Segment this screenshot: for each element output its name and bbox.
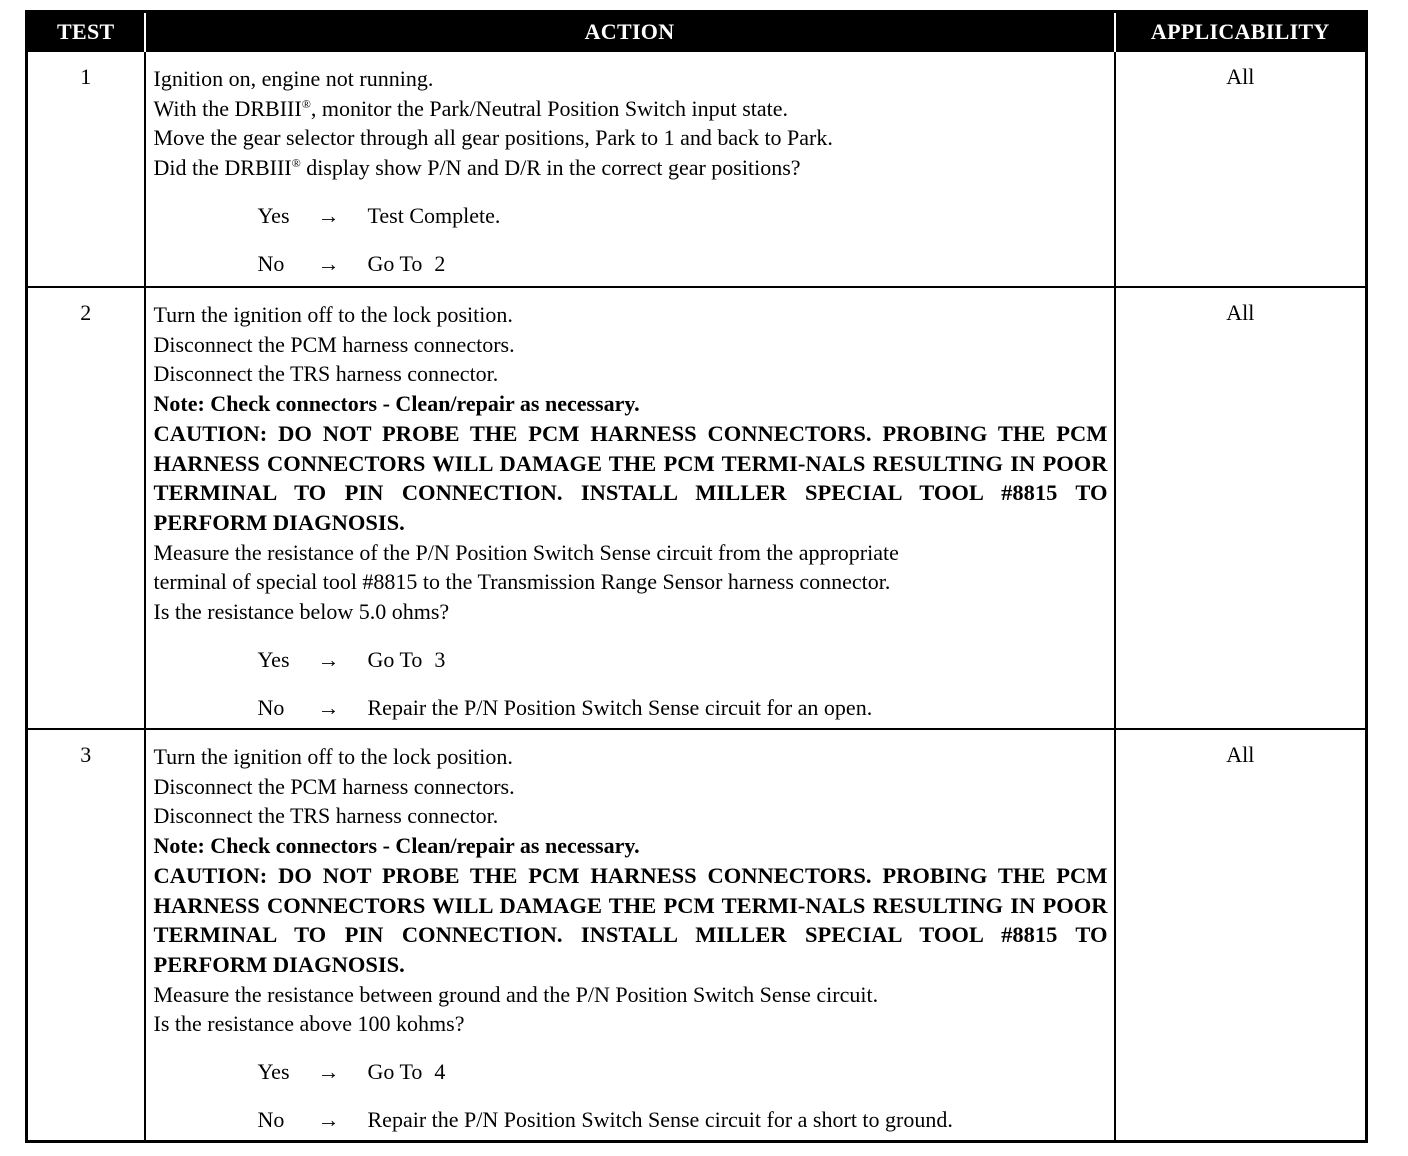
step-text: Did the DRBIII — [153, 155, 292, 181]
table-row-test-2 — [27, 287, 1367, 729]
note-line: Note: Check connectors - Clean/repair as necessary. — [153, 391, 640, 417]
test-number-cell — [27, 287, 145, 729]
step-line — [154, 94, 1108, 124]
goto-target: 2 — [434, 250, 446, 276]
arrow-icon: → — [317, 1107, 340, 1133]
test-number-cell — [27, 51, 145, 287]
applicability-cell — [1115, 729, 1367, 1142]
goto-label: Go To — [367, 646, 423, 672]
step-line: Disconnect the PCM harness connectors. — [153, 773, 515, 799]
table-row-test-3 — [27, 729, 1367, 1142]
applicability-value: All — [1226, 300, 1255, 325]
goto-label: Go To — [367, 1059, 423, 1085]
goto-target: 4 — [434, 1059, 446, 1085]
no-label: No — [257, 1107, 285, 1133]
step-line: Measure the resistance between ground and the P/N Position Switch Sense circuit. — [153, 981, 879, 1007]
registered-mark: ® — [291, 156, 301, 171]
goto-label: Go To — [367, 250, 423, 276]
yes-answer — [154, 201, 1108, 231]
test-number: 1 — [80, 64, 92, 89]
no-label: No — [257, 694, 285, 720]
no-answer — [154, 249, 1108, 279]
test-number: 2 — [80, 300, 92, 325]
caution-text: CAUTION: DO NOT PROBE THE PCM HARNESS CONNECTORS. PROBING THE PCM HARNESS CONNECTORS WILL DAMAGE THE PCM TERMI-NALS RESULTING IN POOR TERMINAL TO PIN CONNECTION. INSTALL MILLER SPECIAL TOOL #8815 TO PERFORM DIAGNOSIS. — [153, 420, 1108, 535]
applicability-value: All — [1226, 742, 1255, 767]
header-test: TEST — [27, 12, 145, 52]
question-line: Is the resistance below 5.0 ohms? — [153, 599, 450, 625]
no-result: Repair the P/N Position Switch Sense circuit for an open. — [367, 694, 873, 720]
action-cell — [145, 729, 1115, 1142]
arrow-icon: → — [317, 646, 340, 672]
step-line: Turn the ignition off to the lock position. — [153, 744, 513, 769]
caution-text: CAUTION: DO NOT PROBE THE PCM HARNESS CONNECTORS. PROBING THE PCM HARNESS CONNECTORS WILL DAMAGE THE PCM TERMI-NALS RESULTING IN POOR TERMINAL TO PIN CONNECTION. INSTALL MILLER SPECIAL TOOL #8815 TO PERFORM DIAGNOSIS. — [153, 862, 1108, 977]
action-text — [146, 288, 1114, 723]
arrow-icon: → — [317, 250, 340, 276]
step-line: Turn the ignition off to the lock position. — [153, 302, 513, 327]
no-label: No — [257, 250, 285, 276]
question-line: Is the resistance above 100 kohms? — [153, 1011, 465, 1037]
arrow-icon: → — [317, 1059, 340, 1085]
step-line: Move the gear selector through all gear positions, Park to 1 and back to Park. — [153, 125, 833, 151]
test-number-cell — [27, 729, 145, 1142]
applicability-cell — [1115, 51, 1367, 287]
step-line: terminal of special tool #8815 to the Transmission Range Sensor harness connector. — [153, 569, 891, 595]
step-line: Disconnect the PCM harness connectors. — [153, 331, 515, 357]
action-text — [146, 52, 1114, 279]
header-applicability: APPLICABILITY — [1115, 12, 1367, 52]
note-line: Note: Check connectors - Clean/repair as necessary. — [153, 833, 640, 859]
no-answer — [154, 1105, 1108, 1135]
step-line: Measure the resistance of the P/N Position Switch Sense circuit from the appropriate — [153, 539, 899, 565]
step-text: , monitor the Park/Neutral Position Switch input state. — [310, 95, 789, 121]
test-number: 3 — [80, 742, 92, 767]
step-text: With the DRBIII — [153, 95, 302, 121]
no-answer — [154, 693, 1108, 723]
step-line: Disconnect the TRS harness connector. — [153, 803, 499, 829]
step-line: Ignition on, engine not running. — [153, 66, 434, 91]
arrow-icon: → — [317, 202, 340, 228]
step-line: Disconnect the TRS harness connector. — [153, 361, 499, 387]
no-result: Repair the P/N Position Switch Sense circuit for a short to ground. — [367, 1107, 953, 1133]
question-line — [154, 153, 1108, 183]
diagnostic-test-table — [25, 10, 1368, 1143]
action-text — [146, 730, 1114, 1135]
yes-answer — [154, 645, 1108, 675]
registered-mark: ® — [301, 96, 311, 111]
applicability-value: All — [1226, 64, 1255, 89]
yes-result: Test Complete. — [367, 202, 501, 228]
action-cell — [145, 51, 1115, 287]
header-action: ACTION — [145, 12, 1115, 52]
action-cell — [145, 287, 1115, 729]
yes-answer — [154, 1057, 1108, 1087]
goto-target: 3 — [434, 646, 446, 672]
table-row-test-1 — [27, 51, 1367, 287]
header-row — [27, 12, 1367, 52]
yes-label: Yes — [257, 202, 290, 228]
applicability-cell — [1115, 287, 1367, 729]
arrow-icon: → — [317, 694, 340, 720]
yes-label: Yes — [257, 1059, 290, 1085]
yes-label: Yes — [257, 646, 290, 672]
step-text: display show P/N and D/R in the correct gear positions? — [300, 155, 801, 181]
